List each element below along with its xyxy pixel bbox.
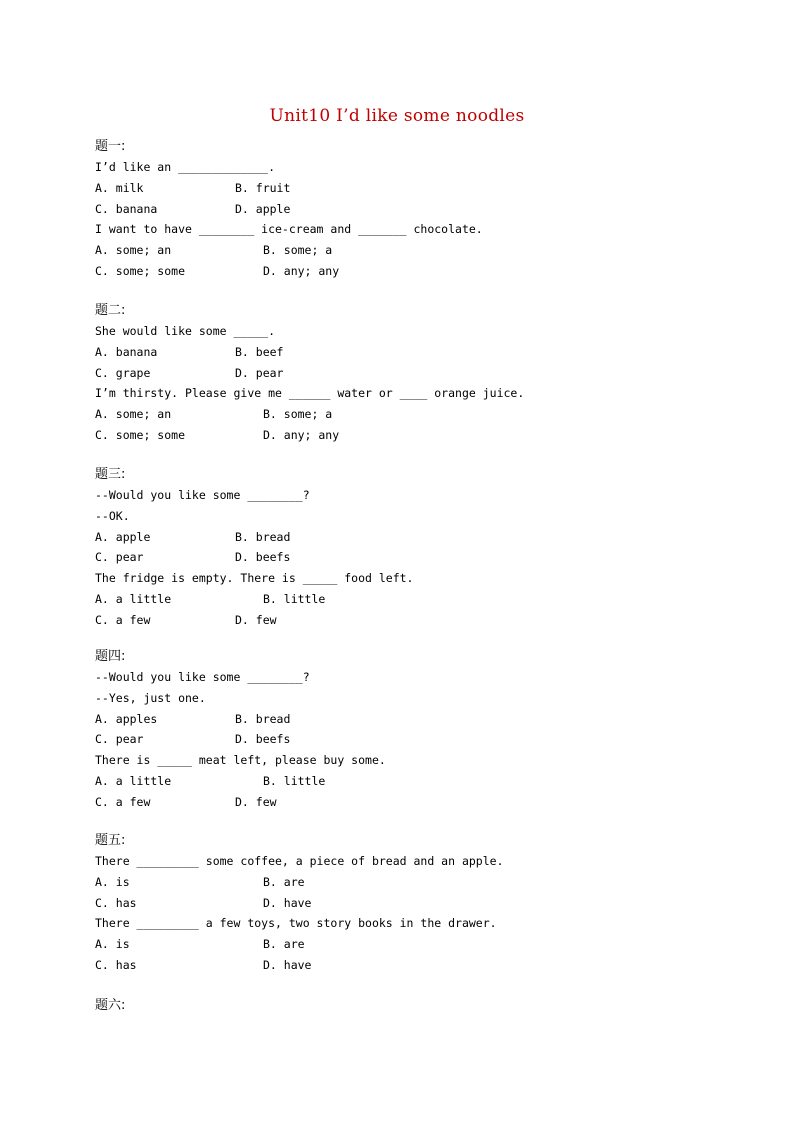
question-text: She would like some _____. <box>95 324 276 338</box>
option-b: B. are <box>263 874 305 889</box>
question-text: --Would you like some ________? <box>95 488 310 502</box>
option-a: A. some; an <box>95 407 172 422</box>
option-d: D. any; any <box>263 263 340 278</box>
section-heading: 题二: <box>95 303 126 318</box>
option-c: C. pear <box>95 732 144 747</box>
option-a: A. apple <box>95 529 151 544</box>
option-b: B. some; a <box>263 243 333 258</box>
section-6 <box>95 995 755 1016</box>
options-row <box>95 610 755 631</box>
options-row <box>95 261 755 282</box>
options-row <box>95 547 755 568</box>
option-b: B. beef <box>235 344 284 359</box>
option-b: B. fruit <box>235 180 291 195</box>
section-2 <box>95 300 755 446</box>
options-row <box>95 771 755 792</box>
option-c: C. has <box>95 957 137 972</box>
question-reply: --Yes, just one. <box>95 690 206 705</box>
options-row <box>95 589 755 610</box>
options-row <box>95 934 755 955</box>
option-c: C. has <box>95 895 137 910</box>
section-3 <box>95 464 755 631</box>
question-text: There _________ a few toys, two story books in the drawer. <box>95 916 497 931</box>
options-row <box>95 527 755 548</box>
option-d: D. few <box>235 612 277 627</box>
options-row <box>95 872 755 893</box>
options-row <box>95 199 755 220</box>
option-c: C. banana <box>95 201 158 216</box>
option-b: B. little <box>263 591 326 606</box>
question-text: There is _____ meat left, please buy some. <box>95 753 386 768</box>
option-d: D. any; any <box>263 427 340 442</box>
option-a: A. some; an <box>95 243 172 258</box>
option-d: D. beefs <box>235 732 291 747</box>
options-row <box>95 729 755 750</box>
option-a: A. apples <box>95 711 158 726</box>
option-b: B. are <box>263 937 305 952</box>
option-a: A. is <box>95 937 130 952</box>
option-c: C. grape <box>95 365 151 380</box>
option-c: C. some; some <box>95 263 186 278</box>
question-reply: --OK. <box>95 508 130 523</box>
option-d: D. apple <box>235 201 291 216</box>
option-d: D. beefs <box>235 550 291 565</box>
option-a: A. is <box>95 874 130 889</box>
options-row <box>95 955 755 976</box>
option-b: B. bread <box>235 529 291 544</box>
options-row <box>95 893 755 914</box>
section-heading: 题三: <box>95 467 126 482</box>
options-row <box>95 178 755 199</box>
options-row <box>95 425 755 446</box>
option-b: B. little <box>263 773 326 788</box>
option-b: B. bread <box>235 711 291 726</box>
options-row <box>95 709 755 730</box>
option-c: C. some; some <box>95 427 186 442</box>
section-heading: 题五: <box>95 833 126 848</box>
question-text: I want to have ________ ice-cream and _______ chocolate. <box>95 222 483 237</box>
section-5 <box>95 830 755 976</box>
option-c: C. pear <box>95 550 144 565</box>
question-text: There _________ some coffee, a piece of bread and an apple. <box>95 854 504 868</box>
option-d: D. pear <box>235 365 284 380</box>
option-a: A. a little <box>95 591 172 606</box>
section-4 <box>95 646 755 813</box>
option-d: D. have <box>263 957 312 972</box>
question-text: I’m thirsty. Please give me ______ water or ____ orange juice. <box>95 386 525 401</box>
section-1 <box>95 136 755 282</box>
option-c: C. a few <box>95 612 151 627</box>
options-row <box>95 342 755 363</box>
option-c: C. a few <box>95 794 151 809</box>
options-row <box>95 792 755 813</box>
option-d: D. have <box>263 895 312 910</box>
section-heading: 题一: <box>95 139 126 154</box>
option-a: A. milk <box>95 180 144 195</box>
section-heading: 题四: <box>95 649 126 664</box>
option-a: A. banana <box>95 344 158 359</box>
question-text: --Would you like some ________? <box>95 670 310 684</box>
options-row <box>95 240 755 261</box>
question-text: I’d like an _____________. <box>95 160 276 174</box>
option-d: D. few <box>235 794 277 809</box>
page-title: Unit10 I’d like some noodles <box>269 106 525 126</box>
options-row <box>95 404 755 425</box>
option-a: A. a little <box>95 773 172 788</box>
question-text: The fridge is empty. There is _____ food left. <box>95 571 414 586</box>
options-row <box>95 363 755 384</box>
section-heading: 题六: <box>95 998 126 1013</box>
option-b: B. some; a <box>263 407 333 422</box>
